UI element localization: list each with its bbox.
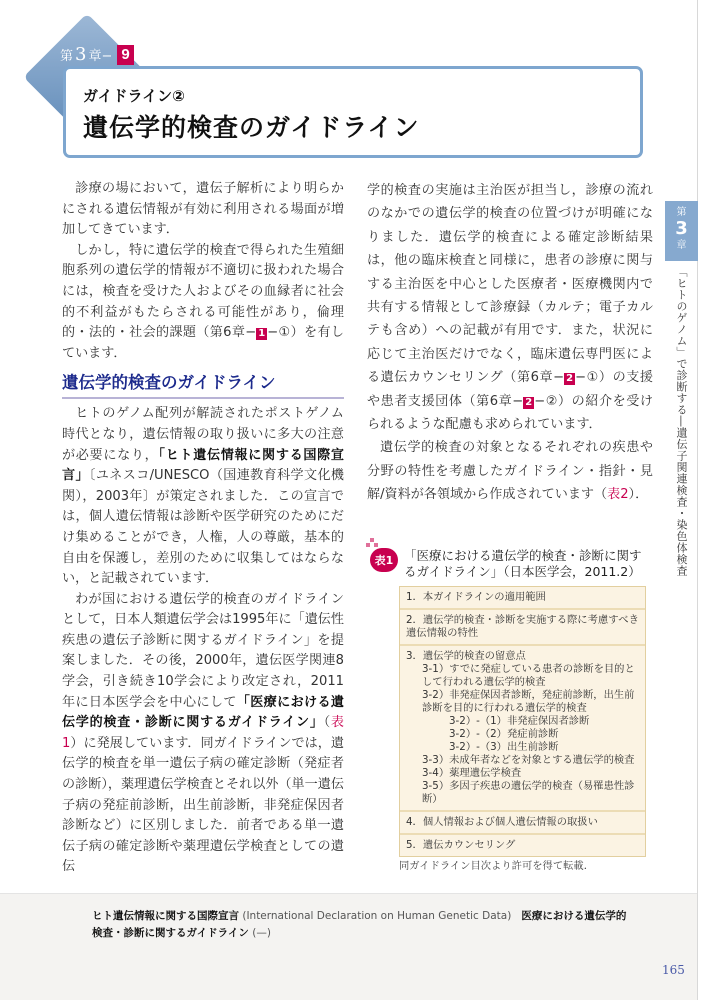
row-subsubitem: 3-2）-（2）発症前診断 — [449, 728, 559, 740]
footer-glossary — [0, 893, 697, 1000]
section-heading: 遺伝学的検査のガイドライン — [62, 372, 344, 399]
side-tab-top: 第 — [676, 207, 687, 218]
paragraph — [367, 179, 653, 436]
row-item: 1．本ガイドラインの適用範囲 — [406, 591, 546, 603]
table-source-note: 同ガイドライン目次より許可を得て転載． — [399, 860, 595, 872]
paragraph — [62, 404, 344, 589]
text: （ — [323, 715, 331, 731]
chapter-side-tab — [665, 201, 698, 261]
left-column — [62, 179, 344, 878]
row-subitem: 3-4）薬理遺伝学検査 — [422, 767, 522, 779]
paragraph: 診療の場において，遺伝子解析により明らかにされる遺伝情報が有効に利用される場面が増加してきています． — [62, 181, 344, 238]
paragraph — [62, 590, 344, 878]
text: 〔ユネスコ/UNESCO（国連教育科学文化機関），2003年〕が策定されました．この宣言では，個人遺伝情報は診断や医学研究のためにだけ集めることができ，人権，人の尊厳，基本的自由を保護し，差別のために収集してはならない，と記載されています． — [62, 468, 345, 587]
text: わが国における遺伝学的検査のガイドラインとして，日本人類遺伝学会は1995年に「遺伝性疾患の遺伝子診断に関するガイドライン」を提案しました．その後，2000年，遺伝医学関連8学会，引き続き10学会により改定され，2011年に日本医学会を中心にして — [62, 591, 344, 710]
row-subsubitem: 3-2）-（3）出生前診断 — [449, 741, 559, 753]
row-item: 2．遺伝学的検査・診断を実施する際に考慮すべき遺伝情報の特性 — [406, 614, 639, 639]
text: −①）を有しています． — [62, 325, 344, 361]
text: ）． — [628, 487, 649, 503]
glossary-terms — [92, 908, 632, 942]
chapter-suffix: 章− — [88, 49, 113, 64]
text: −②）の紹介を受けられるような配慮も求められています． — [367, 393, 653, 433]
table1-block — [370, 548, 648, 873]
paragraph — [62, 241, 344, 365]
row-subsubitem: 3-2）-（1）非発症保因者診断 — [449, 715, 590, 727]
table-ref-link[interactable]: 表1 — [62, 715, 344, 751]
row-subitem: 3-2）非発症保因者診断，発症前診断，出生前診断を目的に行われる遺伝学的検査 — [422, 689, 635, 714]
glossary-term: ヒト遺伝情報に関する国際宣言 — [92, 910, 239, 922]
guideline-contents-table — [399, 586, 646, 857]
glossary-term-english: (International Declaration on Human Genetic Data) — [242, 910, 512, 922]
table-row — [400, 646, 645, 812]
table-row — [400, 812, 645, 835]
text: −①）の支援や患者支援団体（第6章− — [367, 370, 653, 409]
title-box — [63, 66, 643, 158]
row-subitem: 3-5）多因子疾患の遺伝学的検査（易罹患性診断） — [422, 780, 635, 805]
page-number: 165 — [662, 963, 685, 977]
chapter-prefix: 第 — [60, 49, 74, 64]
text: 遺伝学的検査の対象となるそれぞれの疾患や分野の特性を考慮したガイドライン・指針・見解/資料が各領域から作成されています（ — [367, 440, 653, 503]
table-label: 表1 — [374, 554, 394, 567]
row-item: 3．遺伝学的検査の留意点 — [406, 650, 526, 662]
row-item: 4．個人情報および個人遺伝情報の取扱い — [406, 816, 598, 828]
page-subtitle: ガイドライン② — [83, 87, 185, 105]
table-row — [400, 587, 645, 610]
text: 学的検査の実施は主治医が担当し，診療の流れのなかでの遺伝学的検査の位置づけが明確になりました．遺伝学的検査による確定診断結果は，他の臨床検査と同様に，患者の診療に関与する主治医を中心とした医療者・医療機関内で共有する情報として診療録（カルテ；電子カルテも含め）への記載が有用です．また，状況に応じて主治医だけでなく，臨床遺伝専門医による遺伝カウンセリング（第6章− — [367, 183, 653, 386]
table-caption — [370, 548, 648, 580]
glossary-term-english: (—) — [252, 927, 271, 939]
chapter-running-title: 「ヒトのゲノム」で診断する―遺伝子関連検査・染色体検査 — [675, 266, 688, 577]
row-item: 5．遺伝カウンセリング — [406, 839, 516, 851]
glossary-term: 医療における遺伝学的検査・診断に関するガイドライン — [92, 910, 627, 939]
row-subitem: 3-3）未成年者などを対象とする遺伝学的検査 — [422, 754, 635, 766]
paragraph — [367, 436, 653, 506]
table-title: 「医療における遺伝学的検査・診断に関するガイドライン」（日本医学会，2011.2） — [404, 548, 642, 579]
table-ref-link[interactable]: 表2 — [607, 487, 629, 503]
row-subitem: 3-1）すでに発症している患者の診断を目的として行われる遺伝学的検査 — [422, 663, 635, 688]
chapter-ref-badge: 2 — [566, 373, 574, 385]
chapter-ref-badge: 1 — [258, 328, 266, 340]
chapter-label — [60, 44, 134, 65]
table-label-badge — [370, 548, 398, 572]
text: しかし，特に遺伝学的検査で得られた生殖細胞系列の遺伝学的情報が不適切に扱われた場合には，検査を受けた人およびその血縁者に社会的不利益がもたらされる可能性があり，倫理的・法的・社会的課題（第6章− — [62, 242, 344, 341]
text: ヒトのゲノム配列が解読されたポストゲノム時代となり，遺伝情報の取り扱いに多大の注意が必要になり， — [62, 406, 344, 463]
right-column — [367, 179, 653, 507]
side-tab-number: 3 — [675, 218, 688, 239]
table-row — [400, 835, 645, 856]
bold-term: 「ヒト遺伝情報に関する国際宣言」 — [62, 447, 345, 484]
page-edge — [697, 0, 698, 1000]
chapter-ref-badge: 2 — [525, 396, 533, 408]
bold-term: 「医療における遺伝学的検査・診断に関するガイドライン」 — [62, 694, 345, 731]
page-title: 遺伝学的検査のガイドライン — [83, 113, 420, 142]
table-row — [400, 610, 645, 646]
side-tab-bottom: 章 — [676, 240, 687, 251]
text: ）に発展しています．同ガイドラインでは，遺伝学的検査を単一遺伝子病の確定診断（発症者の診断），薬理遺伝学検査とそれ以外（単一遺伝子病の発症前診断，出生前診断，非発症保因者診断など）に区別しました．前者である単一遺伝子病の確定診断や薬理遺伝学検査としての遺伝 — [62, 735, 344, 875]
dots-decoration-icon — [366, 538, 380, 550]
section-number-badge: 9 — [117, 45, 133, 65]
chapter-number: 3 — [75, 44, 87, 65]
